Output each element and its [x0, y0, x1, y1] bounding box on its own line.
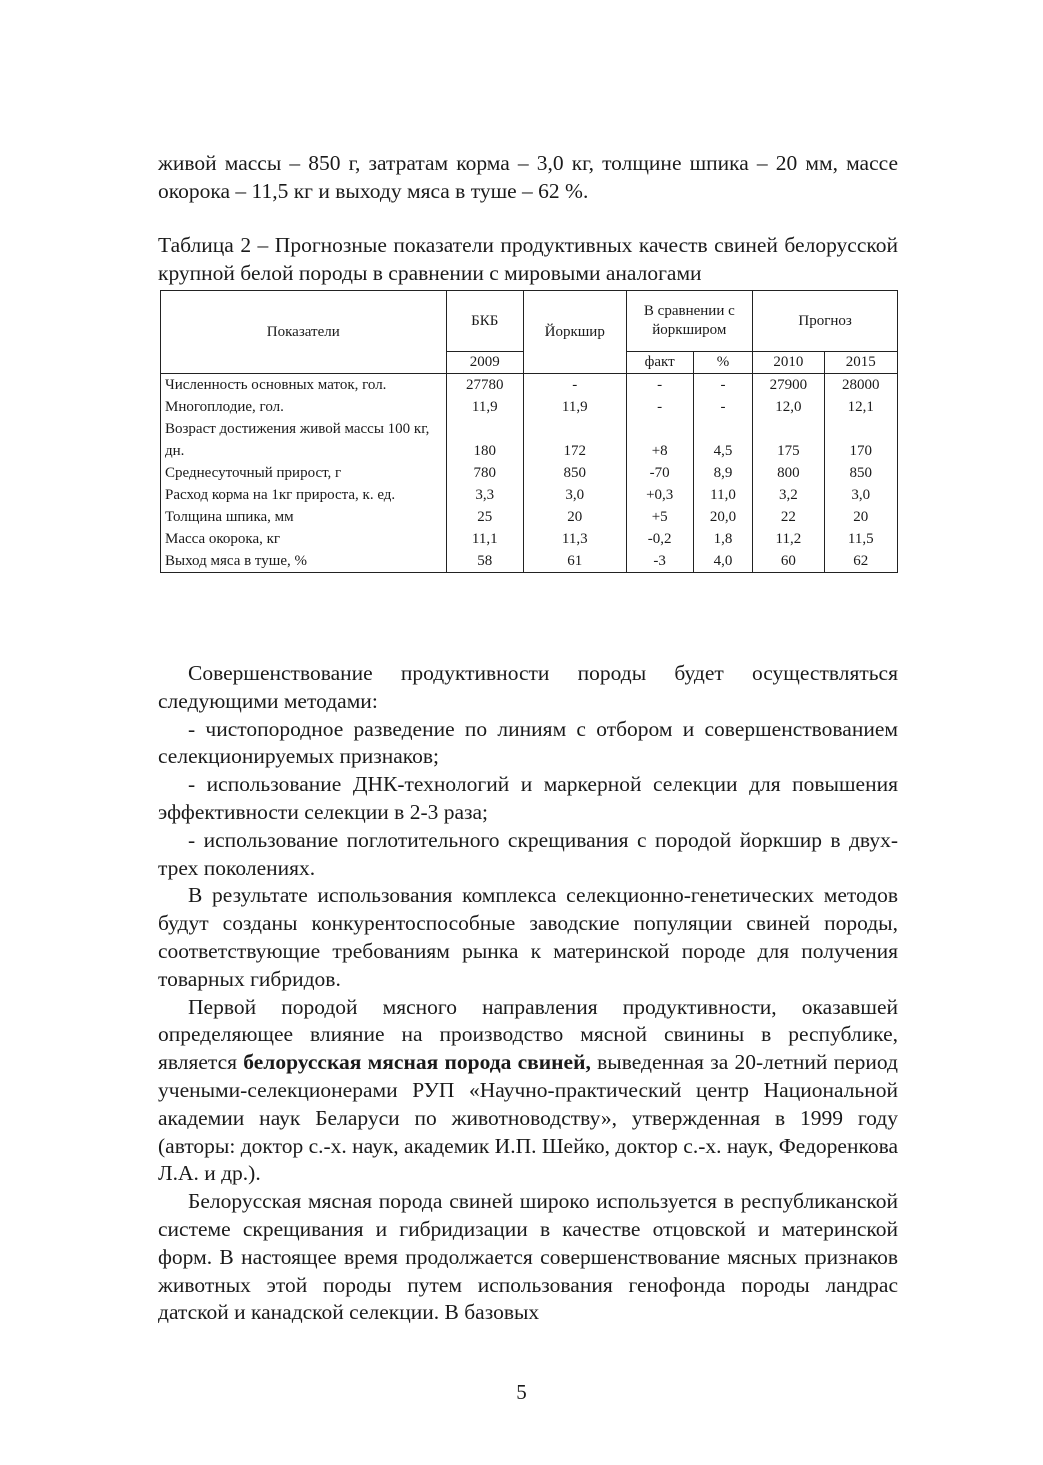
cell-bkb: 11,9 — [446, 396, 523, 418]
cell-fact: +5 — [626, 506, 693, 528]
cell-york: 20 — [523, 506, 626, 528]
table-row — [161, 396, 898, 418]
header-forecast-2010: 2010 — [753, 352, 824, 374]
paragraph-result: В результате использования комплекса селекционно-генетических методов будут созданы конкурентоспособные заводские популяции свиней породы, соответствующие требованиям рынка к материнской породе для получения товарных гибридов. — [158, 883, 898, 991]
paragraph-meat-breed-a: Первой породой мясного направления продуктивности, оказавшей определяющее влияние на производство мясной свинины в республике, является — [158, 994, 898, 1075]
paragraph-meat-breed-b: выведенная за 20-летний период учеными-селекционерами РУП «Научно-практический центр Национальной академии наук Беларуси по животноводству», утвержденная в 1999 году (авторы: доктор с.-х. наук, академик И.П. Шейко, доктор с.-х. наук, Федоренкова Л.А. и др.). — [158, 1050, 898, 1186]
cell-york: 3,0 — [523, 484, 626, 506]
header-bkb-year: 2009 — [446, 352, 523, 374]
header-compare-pct: % — [693, 352, 752, 374]
row-param: Численность основных маток, гол. — [161, 374, 447, 397]
paragraph-method-2: - использование ДНК-технологий и маркерной селекции для повышения эффективности селекции в 2-3 раза; — [158, 772, 898, 824]
cell-bkb: 3,3 — [446, 484, 523, 506]
cell-york: 11,3 — [523, 528, 626, 550]
cell-2010: 27900 — [753, 374, 824, 397]
row-param: Среднесуточный прирост, г — [161, 462, 447, 484]
header-forecast-2015: 2015 — [824, 352, 897, 374]
cell-pct: 20,0 — [693, 506, 752, 528]
cell-york: - — [523, 374, 626, 397]
cell-york: 61 — [523, 550, 626, 573]
cell-2010: 3,2 — [753, 484, 824, 506]
table-row — [161, 506, 898, 528]
cell-2010: 175 — [753, 418, 824, 462]
cell-2010: 12,0 — [753, 396, 824, 418]
cell-pct: 4,5 — [693, 418, 752, 462]
cell-fact: -70 — [626, 462, 693, 484]
cell-bkb: 25 — [446, 506, 523, 528]
row-param: Расход корма на 1кг прироста, к. ед. — [161, 484, 447, 506]
header-param: Показатели — [161, 291, 447, 374]
cell-pct: 4,0 — [693, 550, 752, 573]
paragraph-meat-breed — [158, 994, 898, 1189]
table-row — [161, 550, 898, 573]
table-row — [161, 462, 898, 484]
row-param: Возраст достижения живой массы 100 кг, дн. — [161, 418, 447, 462]
forecast-table — [160, 290, 898, 573]
table-row — [161, 374, 898, 397]
cell-pct: - — [693, 396, 752, 418]
cell-2015: 11,5 — [824, 528, 897, 550]
cell-bkb: 58 — [446, 550, 523, 573]
cell-york: 11,9 — [523, 396, 626, 418]
cell-2015: 20 — [824, 506, 897, 528]
row-param: Многоплодие, гол. — [161, 396, 447, 418]
paragraph-method-3: - использование поглотительного скрещивания с породой йоркшир в двух-трех поколениях. — [158, 827, 898, 880]
body-text — [158, 660, 898, 1327]
paragraph-methods-intro: Совершенствование продуктивности породы будет осуществляться следующими методами: — [158, 661, 898, 713]
cell-2015: 28000 — [824, 374, 897, 397]
table-row — [161, 418, 898, 462]
header-york: Йоркшир — [523, 291, 626, 374]
cell-pct: 8,9 — [693, 462, 752, 484]
cell-bkb: 780 — [446, 462, 523, 484]
cell-pct: 1,8 — [693, 528, 752, 550]
intro-paragraph: живой массы – 850 г, затратам корма – 3,0 кг, толщине шпика – 20 мм, массе окорока – 11,5 кг и выходу мяса в туше – 62 %. — [158, 151, 898, 203]
header-bkb: БКБ — [446, 291, 523, 352]
header-forecast: Прогноз — [753, 291, 898, 352]
cell-2010: 800 — [753, 462, 824, 484]
table-caption: Таблица 2 – Прогнозные показатели продуктивных качеств свиней белорусской крупной белой породы в сравнении с мировыми аналогами — [158, 233, 898, 285]
cell-pct: - — [693, 374, 752, 397]
row-param: Выход мяса в туше, % — [161, 550, 447, 573]
header-compare-fact: факт — [626, 352, 693, 374]
paragraph-method-1: - чистопородное разведение по линиям с отбором и совершенствованием селекционируемых признаков; — [158, 716, 898, 769]
cell-fact: +0,3 — [626, 484, 693, 506]
cell-bkb: 27780 — [446, 374, 523, 397]
cell-2010: 60 — [753, 550, 824, 573]
cell-pct: 11,0 — [693, 484, 752, 506]
paragraph-usage: Белорусская мясная порода свиней широко используется в республиканской системе скрещивания и гибридизации в качестве отцовской и материнской форм. В настоящее время продолжается совершенствование мясных признаков животных этой породы путем использования генофонда породы ландрас датской и канадской селекции. В базовых — [158, 1189, 898, 1325]
cell-fact: -0,2 — [626, 528, 693, 550]
row-param: Толщина шпика, мм — [161, 506, 447, 528]
cell-york: 172 — [523, 418, 626, 462]
cell-2015: 170 — [824, 418, 897, 462]
cell-2015: 3,0 — [824, 484, 897, 506]
cell-2010: 11,2 — [753, 528, 824, 550]
cell-fact: - — [626, 374, 693, 397]
cell-fact: +8 — [626, 418, 693, 462]
cell-2010: 22 — [753, 506, 824, 528]
cell-bkb: 11,1 — [446, 528, 523, 550]
cell-2015: 12,1 — [824, 396, 897, 418]
table-row — [161, 528, 898, 550]
cell-york: 850 — [523, 462, 626, 484]
breed-name-bold: белорусская мясная порода свиней, — [243, 1050, 591, 1075]
cell-fact: - — [626, 396, 693, 418]
cell-2015: 62 — [824, 550, 897, 573]
row-param: Масса окорока, кг — [161, 528, 447, 550]
cell-2015: 850 — [824, 462, 897, 484]
cell-fact: -3 — [626, 550, 693, 573]
cell-bkb: 180 — [446, 418, 523, 462]
header-compare: В сравнении с йоркширом — [626, 291, 753, 352]
table-row — [161, 484, 898, 506]
page-number: 5 — [516, 1380, 527, 1404]
